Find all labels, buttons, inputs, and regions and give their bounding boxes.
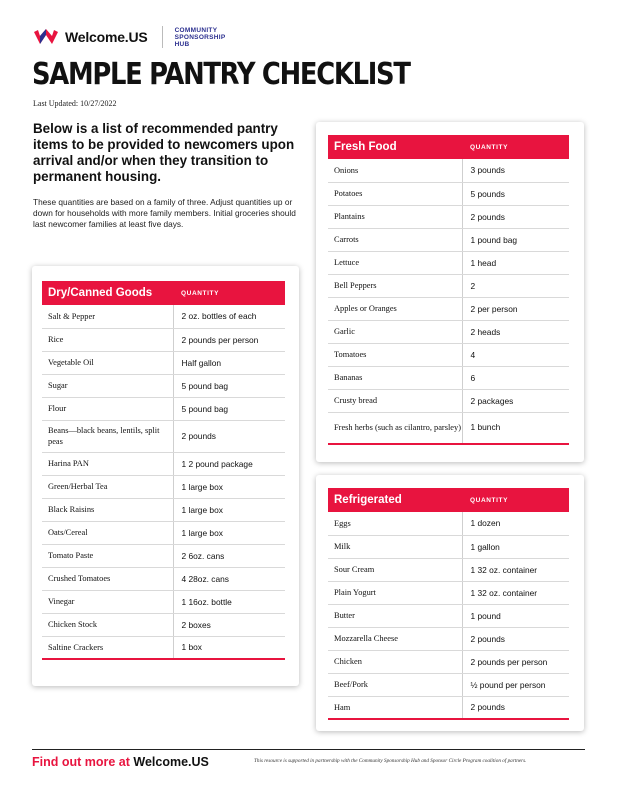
item-cell: Plain Yogurt — [328, 581, 462, 604]
item-cell: Garlic — [328, 320, 462, 343]
item-cell: Oats/Cereal — [42, 521, 173, 544]
item-cell: Plantains — [328, 205, 462, 228]
item-cell: Lettuce — [328, 251, 462, 274]
table-row — [42, 613, 285, 636]
quantity-cell: 1 head — [462, 251, 569, 274]
table-body — [328, 512, 569, 719]
item-cell: Potatoes — [328, 182, 462, 205]
table-row — [42, 328, 285, 351]
fresh-food-card — [316, 122, 584, 462]
quantity-cell: 1 box — [173, 636, 285, 659]
table-row — [42, 452, 285, 475]
brand-logo — [33, 26, 245, 48]
quantity-cell: 2 pounds — [462, 627, 569, 650]
item-cell: Harina PAN — [42, 452, 173, 475]
quantity-cell: 1 pound bag — [462, 228, 569, 251]
quantity-cell: 5 pound bag — [173, 374, 285, 397]
table-row — [328, 159, 569, 182]
quantity-cell: 4 — [462, 343, 569, 366]
table-row — [42, 397, 285, 420]
table-row — [328, 535, 569, 558]
item-cell: Crusty bread — [328, 389, 462, 412]
quantity-cell: ½ pound per person — [462, 673, 569, 696]
quantity-cell: 2 pounds — [173, 420, 285, 452]
dry-goods-table — [42, 281, 285, 660]
table-row — [42, 521, 285, 544]
quantity-cell: 5 pounds — [462, 182, 569, 205]
item-cell: Milk — [328, 535, 462, 558]
quantity-cell: 1 large box — [173, 475, 285, 498]
item-cell: Salt & Pepper — [42, 305, 173, 328]
table-title: Dry/Canned Goods — [42, 281, 173, 305]
quantity-cell: 2 oz. bottles of each — [173, 305, 285, 328]
item-cell: Black Raisins — [42, 498, 173, 521]
quantity-cell: 3 pounds — [462, 159, 569, 182]
table-row — [328, 297, 569, 320]
table-row — [328, 512, 569, 535]
quantity-cell: 1 large box — [173, 521, 285, 544]
item-cell: Rice — [42, 328, 173, 351]
table-body — [42, 305, 285, 659]
quantity-cell: 1 dozen — [462, 512, 569, 535]
table-row — [328, 274, 569, 297]
logo-divider — [162, 26, 163, 48]
intro-lead: Below is a list of recommended pantry items to be provided to newcomers upon arrival and/or when they transition to permanent housing. — [33, 121, 295, 184]
quantity-cell: 2 — [462, 274, 569, 297]
table-row — [328, 412, 569, 444]
hub-name: COMMUNITY SPONSORSHIP HUB — [174, 26, 226, 48]
quantity-cell: 6 — [462, 366, 569, 389]
dry-goods-card — [32, 266, 299, 686]
item-cell: Chicken Stock — [42, 613, 173, 636]
table-row — [328, 627, 569, 650]
quantity-cell: 2 per person — [462, 297, 569, 320]
item-cell: Sugar — [42, 374, 173, 397]
table-row — [328, 320, 569, 343]
footer-note: This resource is supported in partnership with the Community Sponsorship Hub and Sponsor Circle Program coalition of partners. — [254, 758, 527, 764]
item-cell: Bell Peppers — [328, 274, 462, 297]
table-row — [328, 182, 569, 205]
item-cell: Tomatoes — [328, 343, 462, 366]
item-cell: Bananas — [328, 366, 462, 389]
quantity-cell: 2 pounds — [462, 696, 569, 719]
item-cell: Crushed Tomatoes — [42, 567, 173, 590]
brand-name: Welcome.US — [65, 29, 148, 45]
item-cell: Tomato Paste — [42, 544, 173, 567]
quantity-cell: 2 6oz. cans — [173, 544, 285, 567]
table-row — [328, 205, 569, 228]
refrigerated-card — [316, 475, 584, 731]
quantity-cell: 1 gallon — [462, 535, 569, 558]
table-header-row — [42, 281, 285, 305]
quantity-cell: 2 heads — [462, 320, 569, 343]
table-row — [328, 581, 569, 604]
item-cell: Sour Cream — [328, 558, 462, 581]
page-title: SAMPLE PANTRY CHECKLIST — [32, 57, 410, 92]
table-row — [328, 558, 569, 581]
table-row — [42, 305, 285, 328]
quantity-cell: 4 28oz. cans — [173, 567, 285, 590]
last-updated: Last Updated: 10/27/2022 — [33, 99, 117, 108]
fresh-food-table — [328, 135, 569, 445]
table-row — [42, 544, 285, 567]
table-title: Refrigerated — [328, 488, 462, 512]
table-row — [42, 475, 285, 498]
table-row — [328, 228, 569, 251]
quantity-cell: 2 pounds per person — [462, 650, 569, 673]
quantity-cell: 1 bunch — [462, 412, 569, 444]
table-row — [42, 636, 285, 659]
table-header-row — [328, 135, 569, 159]
quantity-header: QUANTITY — [173, 281, 285, 305]
table-row — [328, 343, 569, 366]
table-row — [328, 650, 569, 673]
footer-cta — [32, 755, 209, 769]
quantity-cell: Half gallon — [173, 351, 285, 374]
item-cell: Carrots — [328, 228, 462, 251]
item-cell: Saltine Crackers — [42, 636, 173, 659]
item-cell: Eggs — [328, 512, 462, 535]
quantity-cell: 1 16oz. bottle — [173, 590, 285, 613]
intro-note: These quantities are based on a family of three. Adjust quantities up or down for households with more family members. Initial groceries should last newcomer families at least five days. — [33, 197, 296, 229]
quantity-header: QUANTITY — [462, 488, 569, 512]
item-cell: Vinegar — [42, 590, 173, 613]
welcome-heart-logo-icon — [33, 28, 59, 46]
quantity-cell: 2 pounds per person — [173, 328, 285, 351]
item-cell: Green/Herbal Tea — [42, 475, 173, 498]
table-header-row — [328, 488, 569, 512]
quantity-cell: 1 32 oz. container — [462, 558, 569, 581]
item-cell: Beans—black beans, lentils, split peas — [42, 420, 173, 452]
quantity-cell: 2 pounds — [462, 205, 569, 228]
item-cell: Onions — [328, 159, 462, 182]
item-cell: Chicken — [328, 650, 462, 673]
table-row — [42, 420, 285, 452]
quantity-cell: 1 large box — [173, 498, 285, 521]
item-cell: Beef/Pork — [328, 673, 462, 696]
table-row — [328, 604, 569, 627]
quantity-cell: 5 pound bag — [173, 397, 285, 420]
table-row — [42, 590, 285, 613]
footer-cta-link[interactable]: Welcome.US — [133, 755, 209, 769]
quantity-cell: 1 32 oz. container — [462, 581, 569, 604]
item-cell: Ham — [328, 696, 462, 719]
table-row — [42, 498, 285, 521]
table-row — [328, 366, 569, 389]
table-row — [42, 374, 285, 397]
table-row — [42, 351, 285, 374]
table-row — [328, 696, 569, 719]
item-cell: Mozzarella Cheese — [328, 627, 462, 650]
table-row — [328, 389, 569, 412]
item-cell: Flour — [42, 397, 173, 420]
footer-divider — [32, 749, 585, 750]
quantity-header: QUANTITY — [462, 135, 569, 159]
item-cell: Butter — [328, 604, 462, 627]
refrigerated-table — [328, 488, 569, 720]
quantity-cell: 2 boxes — [173, 613, 285, 636]
table-title: Fresh Food — [328, 135, 462, 159]
quantity-cell: 1 pound — [462, 604, 569, 627]
table-row — [42, 567, 285, 590]
footer-cta-prefix: Find out more at — [32, 755, 134, 769]
table-row — [328, 251, 569, 274]
quantity-cell: 1 2 pound package — [173, 452, 285, 475]
item-cell: Fresh herbs (such as cilantro, parsley) — [328, 412, 462, 444]
item-cell: Apples or Oranges — [328, 297, 462, 320]
table-row — [328, 673, 569, 696]
item-cell: Vegetable Oil — [42, 351, 173, 374]
table-body — [328, 159, 569, 444]
quantity-cell: 2 packages — [462, 389, 569, 412]
